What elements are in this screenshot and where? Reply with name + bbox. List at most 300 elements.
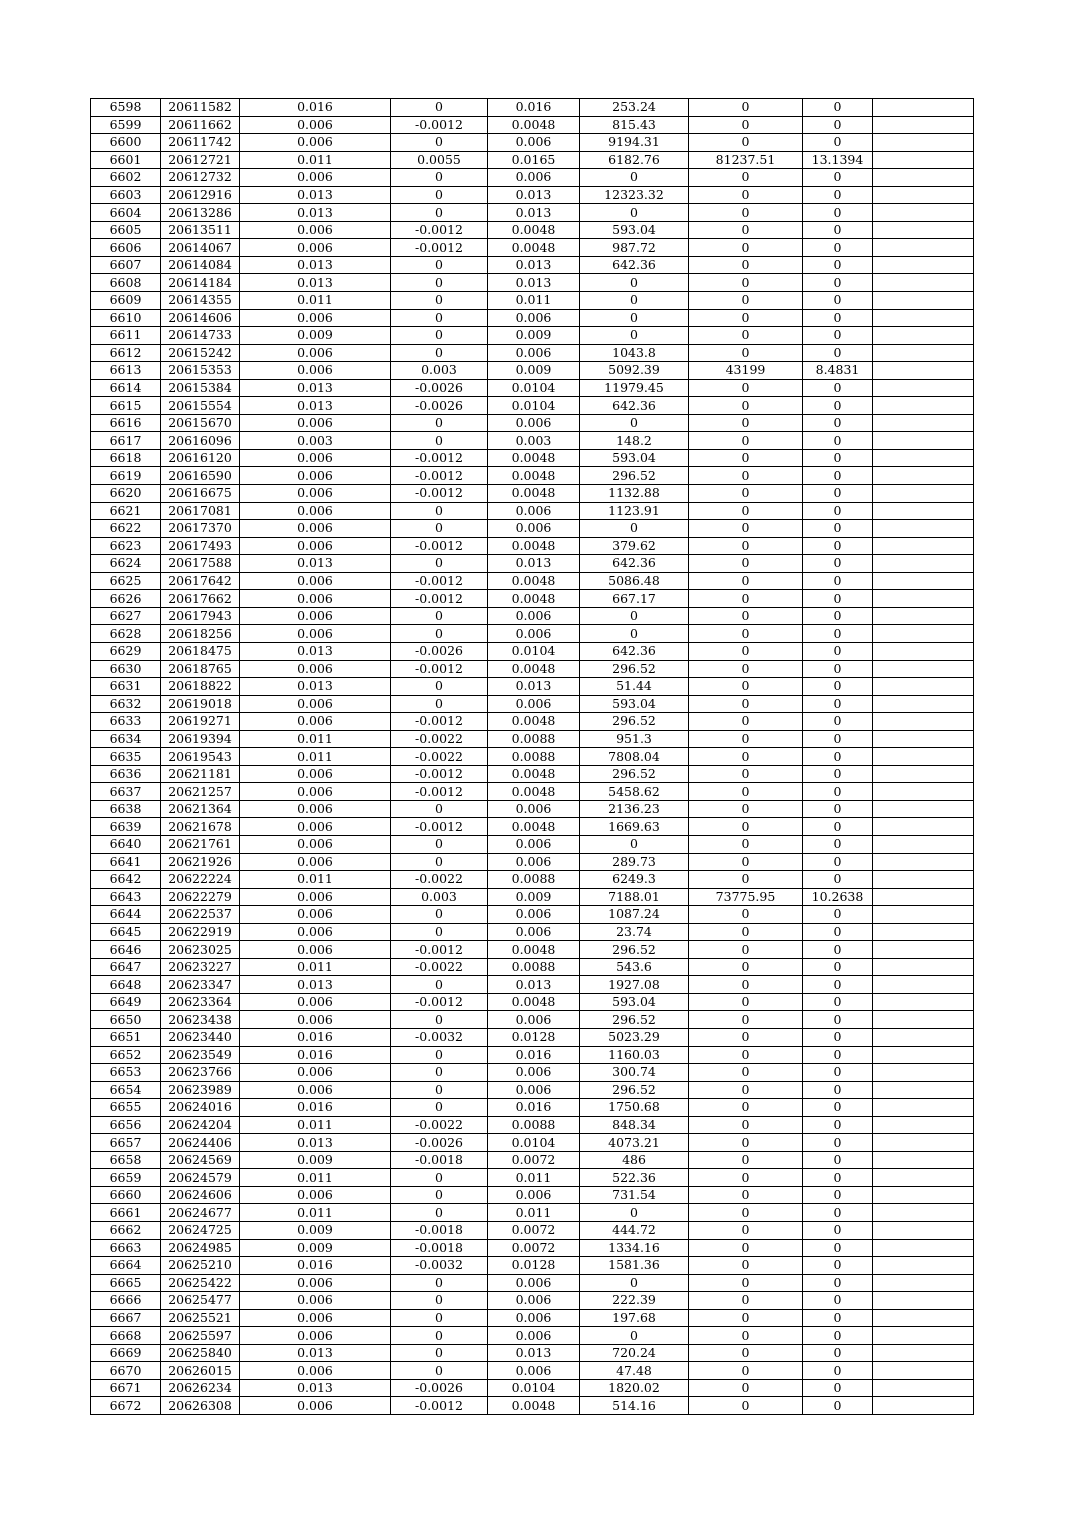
table-row [91,221,974,239]
table-cell: 0.0048 [488,765,580,783]
table-cell: 0 [803,1222,873,1240]
table-cell: 0.006 [240,625,391,643]
table-row [91,748,974,766]
table-cell: 0.009 [240,1151,391,1169]
table-cell: 20614733 [161,327,240,345]
table-row [91,800,974,818]
table-cell: 6651 [91,1028,161,1046]
table-row [91,1379,974,1397]
table-cell: 73775.95 [689,888,803,906]
table-cell: 0.0048 [488,660,580,678]
table-cell: 0 [580,1327,689,1345]
table-cell: 0 [391,695,488,713]
table-cell: -0.0012 [391,449,488,467]
table-cell: 6648 [91,976,161,994]
table-cell: 0.013 [240,256,391,274]
table-cell [873,309,974,327]
table-cell: 0.006 [240,449,391,467]
table-cell [873,116,974,134]
table-cell: 6652 [91,1046,161,1064]
table-cell: 6638 [91,800,161,818]
table-cell: 0.006 [240,1081,391,1099]
table-row [91,449,974,467]
table-cell: 731.54 [580,1186,689,1204]
table-cell: 20614067 [161,239,240,257]
table-cell: 0 [689,169,803,187]
table-cell: 20615242 [161,344,240,362]
table-cell: 0.013 [488,678,580,696]
table-cell: 6628 [91,625,161,643]
table-row [91,134,974,152]
table-cell: 0.009 [488,888,580,906]
table-cell: -0.0026 [391,379,488,397]
table-cell: 148.2 [580,432,689,450]
table-cell: 0 [689,467,803,485]
table-cell: 0.013 [488,555,580,573]
table-cell: 0 [391,1327,488,1345]
table-cell [873,274,974,292]
table-cell: 0.006 [240,362,391,380]
table-cell: 0 [803,256,873,274]
table-cell: 0.006 [240,800,391,818]
table-cell: 20623440 [161,1028,240,1046]
table-cell [873,1169,974,1187]
table-cell: 0 [689,397,803,415]
table-cell: 20615353 [161,362,240,380]
table-cell: 0 [803,1327,873,1345]
table-cell: 20624016 [161,1099,240,1117]
table-cell [873,730,974,748]
table-cell: 20615554 [161,397,240,415]
table-cell: 20616590 [161,467,240,485]
table-cell [873,99,974,117]
table-cell: 6605 [91,221,161,239]
table-cell: 6658 [91,1151,161,1169]
table-cell: 0 [689,309,803,327]
table-cell: 6660 [91,1186,161,1204]
table-cell: 0 [580,607,689,625]
table-cell: 296.52 [580,1081,689,1099]
table-row [91,993,974,1011]
table-cell: 6633 [91,713,161,731]
table-cell [873,467,974,485]
table-cell: 0.009 [488,327,580,345]
table-cell: 0 [803,414,873,432]
table-cell: 0.009 [240,327,391,345]
table-cell: 6654 [91,1081,161,1099]
table-cell: 0 [391,292,488,310]
table-cell: 296.52 [580,765,689,783]
table-cell: 0.011 [240,1169,391,1187]
table-cell: 0.006 [240,1327,391,1345]
table-cell: 20625210 [161,1257,240,1275]
table-cell: 0.006 [240,520,391,538]
table-cell: 667.17 [580,590,689,608]
table-row [91,625,974,643]
table-cell: 0 [689,274,803,292]
table-cell: 0.006 [240,221,391,239]
table-cell: 0.006 [240,502,391,520]
table-cell: 987.72 [580,239,689,257]
table-cell: 0.003 [488,432,580,450]
table-cell [873,414,974,432]
table-cell: 0 [391,1344,488,1362]
table-cell: 0.016 [488,1099,580,1117]
table-cell: 0 [391,1362,488,1380]
table-cell [873,607,974,625]
table-cell: 0.0104 [488,1134,580,1152]
table-cell: 20615384 [161,379,240,397]
table-cell: 0 [580,1204,689,1222]
table-cell: 43199 [689,362,803,380]
table-cell: 20624985 [161,1239,240,1257]
table-cell: 379.62 [580,537,689,555]
table-cell: 6611 [91,327,161,345]
table-cell [873,958,974,976]
table-cell: 0 [689,976,803,994]
table-row [91,695,974,713]
table-cell: 0.006 [488,134,580,152]
table-cell: 0.006 [488,344,580,362]
table-cell: 0.0072 [488,1239,580,1257]
table-row [91,1169,974,1187]
table-cell: 6665 [91,1274,161,1292]
table-cell: 0 [689,1292,803,1310]
table-cell: 47.48 [580,1362,689,1380]
table-row [91,1257,974,1275]
table-row [91,1397,974,1415]
table-cell: 6620 [91,485,161,503]
table-cell: 0 [391,800,488,818]
table-cell: 20621761 [161,835,240,853]
table-cell: 0.0055 [391,151,488,169]
table-cell: 20616675 [161,485,240,503]
table-cell: 0.006 [488,853,580,871]
table-row [91,1134,974,1152]
table-cell: 6641 [91,853,161,871]
table-row [91,853,974,871]
table-cell: 6667 [91,1309,161,1327]
table-row [91,1344,974,1362]
table-cell: 0 [689,730,803,748]
table-cell: 0.013 [488,976,580,994]
table-cell: 0.006 [240,993,391,1011]
table-cell: 0 [689,134,803,152]
table-cell: -0.0012 [391,941,488,959]
table-cell: 20614184 [161,274,240,292]
table-row [91,1222,974,1240]
table-row [91,1186,974,1204]
table-cell: -0.0012 [391,1397,488,1415]
table-cell: 0 [803,397,873,415]
table-cell: 6626 [91,590,161,608]
table-cell [873,256,974,274]
table-cell: 0 [689,292,803,310]
table-cell: 0 [689,1116,803,1134]
table-cell [873,642,974,660]
table-cell: 6606 [91,239,161,257]
table-cell: 0.006 [240,467,391,485]
table-cell: 0.011 [488,1204,580,1222]
table-cell: 0.006 [240,116,391,134]
table-cell: -0.0026 [391,397,488,415]
table-cell: 0 [803,993,873,1011]
table-cell: 0 [803,1011,873,1029]
table-row [91,1151,974,1169]
table-cell: 0.013 [240,274,391,292]
table-cell: 0.006 [488,695,580,713]
table-cell: 20617588 [161,555,240,573]
table-cell [873,923,974,941]
table-cell [873,1274,974,1292]
table-cell: 0 [689,906,803,924]
table-cell: 6607 [91,256,161,274]
table-cell: 6640 [91,835,161,853]
table-cell: 20624406 [161,1134,240,1152]
table-cell: 20623025 [161,941,240,959]
table-cell [873,835,974,853]
table-cell [873,678,974,696]
table-cell: 0.013 [240,678,391,696]
table-cell: 0 [803,1397,873,1415]
table-cell: 0 [689,835,803,853]
table-cell: 20619018 [161,695,240,713]
table-cell [873,1222,974,1240]
table-cell: 0 [803,958,873,976]
table-cell: 0 [391,274,488,292]
table-cell [873,221,974,239]
table-cell [873,344,974,362]
table-cell: 20625422 [161,1274,240,1292]
table-cell: 6617 [91,432,161,450]
table-cell: 0.006 [240,485,391,503]
table-cell: 0.006 [240,888,391,906]
table-cell: 6657 [91,1134,161,1152]
table-cell: 1123.91 [580,502,689,520]
table-cell: 0 [803,502,873,520]
table-cell: 0 [391,976,488,994]
table-cell: 0 [689,923,803,941]
table-cell: 514.16 [580,1397,689,1415]
table-cell: 0.006 [240,853,391,871]
table-cell [873,449,974,467]
table-row [91,660,974,678]
table-row [91,327,974,345]
table-cell: 0.013 [240,555,391,573]
table-cell: 0.0048 [488,1397,580,1415]
table-cell: 0.011 [240,958,391,976]
table-cell [873,1327,974,1345]
table-cell: 0 [689,1169,803,1187]
table-row [91,502,974,520]
table-cell: 0 [580,1274,689,1292]
table-cell: 20613286 [161,204,240,222]
table-cell: 0 [689,660,803,678]
table-cell: -0.0012 [391,239,488,257]
table-cell: 0 [391,344,488,362]
table-cell: 0.006 [488,1064,580,1082]
table-cell: 0 [580,625,689,643]
table-cell: 0 [391,555,488,573]
table-cell: 20615670 [161,414,240,432]
table-cell: 6629 [91,642,161,660]
table-cell: 0 [689,958,803,976]
table-cell [873,800,974,818]
table-cell [873,818,974,836]
table-cell: 0.013 [488,204,580,222]
table-cell: 0.0048 [488,590,580,608]
table-cell: 0 [803,1239,873,1257]
table-cell: -0.0012 [391,993,488,1011]
table-cell: 0 [689,713,803,731]
table-cell [873,713,974,731]
table-cell [873,151,974,169]
table-cell: 5458.62 [580,783,689,801]
table-cell: 0 [803,309,873,327]
table-cell: 20619543 [161,748,240,766]
table-cell: 6602 [91,169,161,187]
table-cell: 296.52 [580,467,689,485]
table-cell: 0 [391,607,488,625]
table-cell: -0.0022 [391,871,488,889]
table-cell: 0.006 [240,1362,391,1380]
table-cell: 0 [803,169,873,187]
table-cell: 20625521 [161,1309,240,1327]
table-cell: 300.74 [580,1064,689,1082]
table-row [91,765,974,783]
table-cell: 0 [803,1292,873,1310]
table-cell: 0 [689,1134,803,1152]
table-cell: 0 [689,1028,803,1046]
table-cell: 222.39 [580,1292,689,1310]
table-cell: 296.52 [580,660,689,678]
table-cell: 0 [803,660,873,678]
table-cell: 0 [580,520,689,538]
table-cell [873,748,974,766]
table-cell: 0 [391,1309,488,1327]
table-cell: 20621181 [161,765,240,783]
table-row [91,169,974,187]
table-cell: 0 [689,1344,803,1362]
table-cell: 0 [391,625,488,643]
table-cell: 20621257 [161,783,240,801]
table-cell [873,239,974,257]
table-row [91,1292,974,1310]
table-cell: 0.006 [240,1186,391,1204]
table-cell: 0 [689,239,803,257]
table-cell: 20614355 [161,292,240,310]
table-cell: 0.0088 [488,871,580,889]
table-cell: 1132.88 [580,485,689,503]
table-cell: 0.011 [240,1204,391,1222]
table-cell: 5092.39 [580,362,689,380]
table-cell: 6643 [91,888,161,906]
table-cell: 6623 [91,537,161,555]
table-cell: 0.013 [240,1379,391,1397]
table-cell: 0 [803,1186,873,1204]
table-cell: 0 [391,309,488,327]
table-cell: 0 [391,1169,488,1187]
table-cell: 0.006 [488,1362,580,1380]
table-cell: 7188.01 [580,888,689,906]
table-cell: 0.006 [488,800,580,818]
table-cell: 0.0048 [488,116,580,134]
table-cell: 6664 [91,1257,161,1275]
table-cell: 0 [803,748,873,766]
table-cell: 0 [689,1239,803,1257]
table-row [91,239,974,257]
table-cell: 0.0104 [488,379,580,397]
table-cell: 642.36 [580,256,689,274]
table-cell: 20617493 [161,537,240,555]
table-cell: 8.4831 [803,362,873,380]
table-cell: 0.006 [488,625,580,643]
table-cell: 0 [803,344,873,362]
table-row [91,888,974,906]
table-cell: 1820.02 [580,1379,689,1397]
table-cell: 0 [689,1274,803,1292]
table-row [91,1116,974,1134]
table-cell: 6631 [91,678,161,696]
table-cell: 0 [689,204,803,222]
table-cell: 20612916 [161,186,240,204]
table-cell: 0 [689,344,803,362]
table-cell: 13.1394 [803,151,873,169]
table-cell: 81237.51 [689,151,803,169]
table-cell: 0 [391,520,488,538]
table-cell: 0.013 [488,274,580,292]
table-cell: 0 [689,1309,803,1327]
table-cell: 20612732 [161,169,240,187]
table-cell: 0 [391,835,488,853]
table-cell: 0.0048 [488,485,580,503]
table-cell: 0 [689,1099,803,1117]
table-cell: 0.0048 [488,239,580,257]
table-cell: -0.0022 [391,730,488,748]
table-cell: 0.006 [240,906,391,924]
table-row [91,537,974,555]
table-row [91,783,974,801]
table-cell [873,976,974,994]
table-cell: 1043.8 [580,344,689,362]
table-cell: 0 [803,327,873,345]
table-cell: 0.011 [240,151,391,169]
table-cell: 0 [391,1204,488,1222]
table-cell: 0 [689,537,803,555]
table-cell: -0.0032 [391,1028,488,1046]
table-cell: 6661 [91,1204,161,1222]
table-cell: 0.006 [488,923,580,941]
table-row [91,1362,974,1380]
table-cell: 20626308 [161,1397,240,1415]
table-cell: 6650 [91,1011,161,1029]
table-cell: 0 [689,572,803,590]
table-cell: 0 [689,1046,803,1064]
table-cell: 0.013 [240,204,391,222]
table-cell: 0 [689,327,803,345]
table-cell: 289.73 [580,853,689,871]
table-cell: 0.013 [240,1344,391,1362]
table-row [91,292,974,310]
table-cell: -0.0012 [391,537,488,555]
table-cell: 0 [803,537,873,555]
table-cell: 20619394 [161,730,240,748]
table-cell: 11979.45 [580,379,689,397]
table-cell: 0 [689,993,803,1011]
table-cell [873,1397,974,1415]
table-cell: 0 [803,1169,873,1187]
table-row [91,941,974,959]
